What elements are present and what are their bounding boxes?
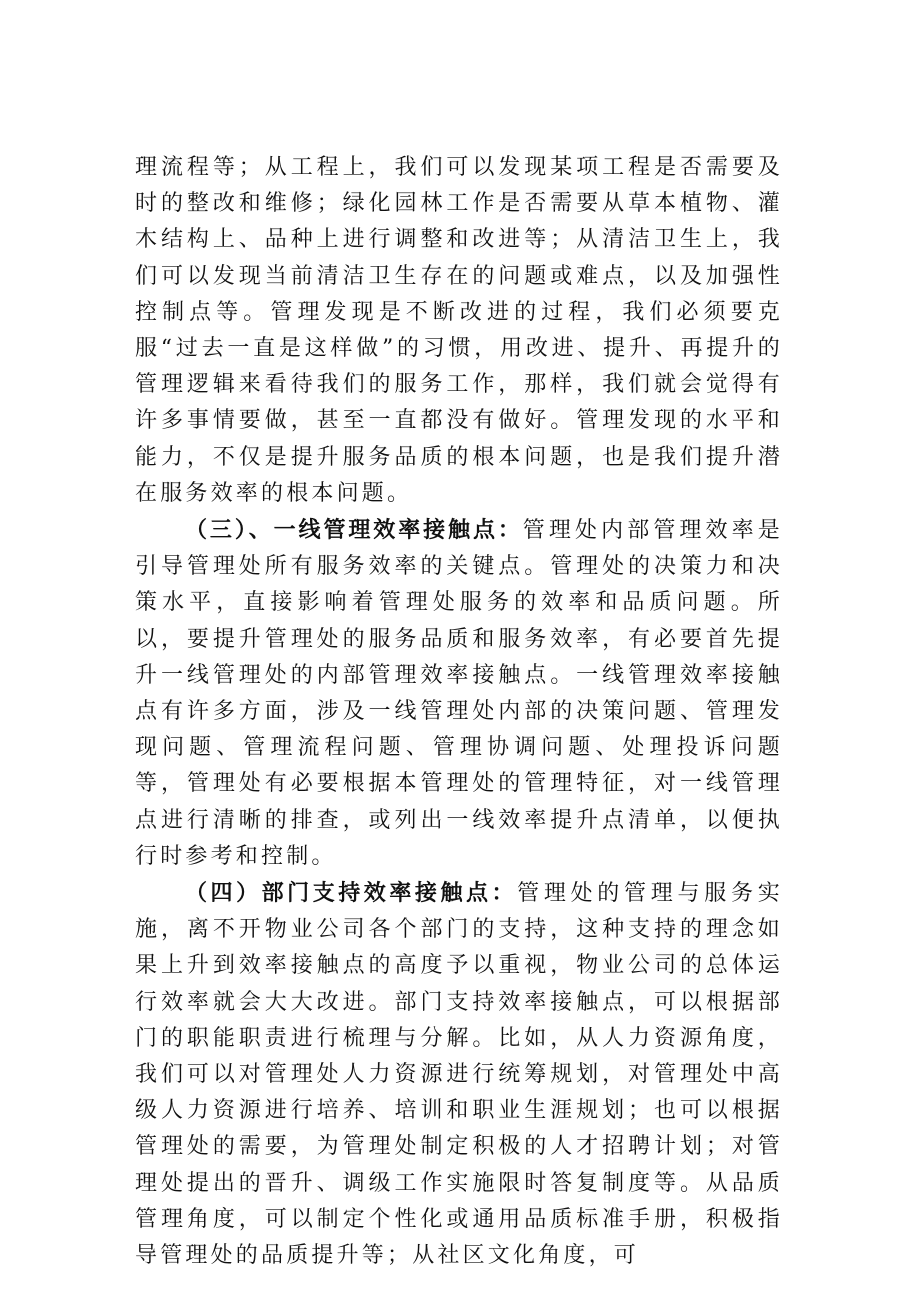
paragraph-section-4 (135, 875, 783, 1274)
document-page (135, 150, 783, 1274)
section-heading: （三）、一线管理效率接触点： (185, 517, 523, 544)
section-heading: （四）部门支持效率接触点： (185, 880, 518, 907)
paragraph-continued (135, 150, 783, 512)
paragraph-body: 管理处内部管理效率是引导管理处所有服务效率的关键点。管理处的决策力和决策水平，直接影响着管理处服务的效率和品质问题。所以，要提升管理处的服务品质和服务效率，有必要首先提升一线管理处的内部管理效率接触点。一线管理效率接触点有许多方面，涉及一线管理处内部的决策问题、管理发现问题、管理流程问题、管理协调问题、处理投诉问题等，管理处有必要根据本管理处的管理特征，对一线管理点进行清晰的排查，或列出一线效率提升点清单，以便执行时参考和控制。 (135, 518, 783, 869)
paragraph-body: 管理处的管理与服务实施，离不开物业公司各个部门的支持，这种支持的理念如果上升到效率接触点的高度予以重视，物业公司的总体运行效率就会大大改进。部门支持效率接触点，可以根据部门的职能职责进行梳理与分解。比如，从人力资源角度，我们可以对管理处人力资源进行统筹规划，对管理处中高级人力资源进行培养、培训和职业生涯规划；也可以根据管理处的需要，为管理处制定积极的人才招聘计划；对管理处提出的晋升、调级工作实施限时答复制度等。从品质管理角度，可以制定个性化或通用品质标准手册，积极指导管理处的品质提升等；从社区文化角度，可 (135, 881, 783, 1269)
paragraph-section-3 (135, 512, 783, 875)
paragraph-body: 理流程等；从工程上，我们可以发现某项工程是否需要及时的整改和维修；绿化园林工作是否需要从草本植物、灌木结构上、品种上进行调整和改进等；从清洁卫生上，我们可以发现当前清洁卫生存在的问题或难点，以及加强性控制点等。管理发现是不断改进的过程，我们必须要克服“过去一直是这样做”的习惯，用改进、提升、再提升的管理逻辑来看待我们的服务工作，那样，我们就会觉得有许多事情要做，甚至一直都没有做好。管理发现的水平和能力，不仅是提升服务品质的根本问题，也是我们提升潜在服务效率的根本问题。 (135, 155, 783, 506)
